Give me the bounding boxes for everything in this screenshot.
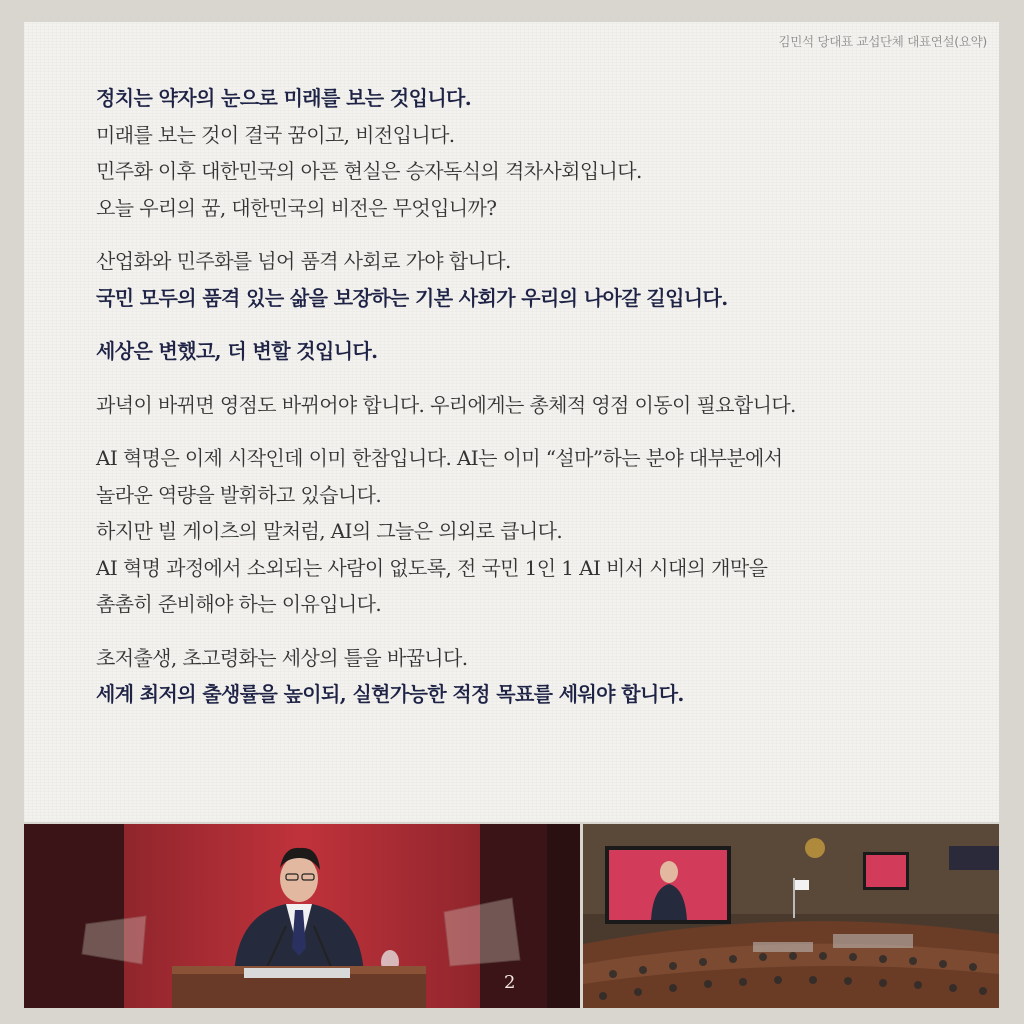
text-line: 민주화 이후 대한민국의 아픈 현실은 승자독식의 격차사회입니다.: [96, 159, 642, 183]
paragraph: [96, 640, 986, 713]
paragraph: [96, 243, 986, 316]
speech-title-label: 김민석 당대표 교섭단체 대표연설(요약): [778, 34, 987, 49]
paragraph: [96, 440, 986, 623]
text-line: 놀라운 역량을 발휘하고 있습니다.: [96, 482, 382, 507]
text-line: 촘촘히 준비해야 하는 이유입니다.: [96, 592, 382, 616]
text-line: 초저출생, 초고령화는 세상의 틀을 바꿉니다.: [96, 645, 468, 670]
text-line: AI 혁명 과정에서 소외되는 사람이 없도록, 전 국민 1인 1 AI 비서 시대의 개막을: [96, 555, 768, 580]
paragraph: [96, 333, 986, 370]
document-page: [24, 22, 999, 822]
paragraph: [96, 387, 986, 424]
emphasized-text-line: 세상은 변했고, 더 변할 것입니다.: [96, 339, 378, 363]
podium-speech-photo: [24, 824, 580, 1008]
emphasized-text-line: 국민 모두의 품격 있는 삶을 보장하는 기본 사회가 우리의 나아갈 길입니다.: [96, 285, 728, 310]
assembly-hall-illustration: [583, 824, 999, 1008]
text-line: 산업화와 민주화를 넘어 품격 사회로 가야 합니다.: [96, 249, 511, 273]
emphasized-text-line: 세계 최저의 출생률을 높이되, 실현가능한 적정 목표를 세워야 합니다.: [96, 682, 684, 706]
text-line: AI 혁명은 이제 시작인데 이미 한참입니다. AI는 이미 “설마”하는 분야 대부분에서: [96, 446, 783, 470]
text-line: 오늘 우리의 꿈, 대한민국의 비전은 무엇입니까?: [96, 195, 497, 220]
speech-content: [96, 80, 986, 730]
emphasized-text-line: 정치는 약자의 눈으로 미래를 보는 것입니다.: [96, 86, 472, 110]
podium-speech-illustration: [24, 824, 580, 1008]
photo-strip: [24, 824, 999, 1008]
paragraph: [96, 80, 986, 226]
page-number: 2: [504, 972, 516, 993]
text-line: 미래를 보는 것이 결국 꿈이고, 비전입니다.: [96, 122, 455, 147]
text-line: 하지만 빌 게이츠의 말처럼, AI의 그늘은 의외로 큽니다.: [96, 519, 563, 543]
assembly-hall-photo: [583, 824, 999, 1008]
text-line: 과녁이 바뀌면 영점도 바뀌어야 합니다. 우리에게는 총체적 영점 이동이 필요합니다.: [96, 392, 796, 417]
